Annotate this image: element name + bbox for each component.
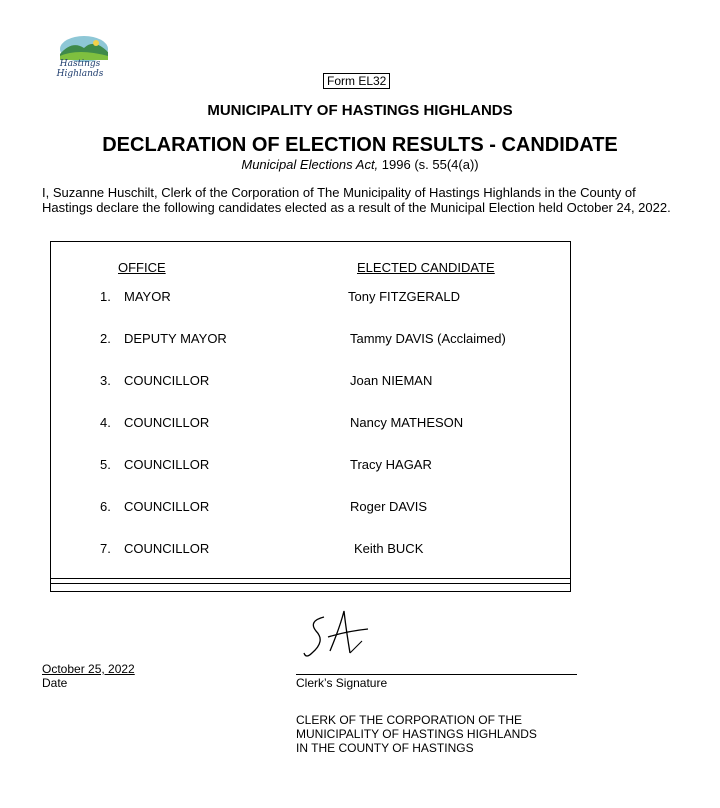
declaration-paragraph: I, Suzanne Huschilt, Clerk of the Corporation of The Municipality of Hastings Highlands in the County of Hastings declare the following candidates elected as a result of the Municipal Election held October 24, 2022.	[42, 185, 671, 215]
form-label: Form EL32	[323, 73, 390, 89]
handwritten-signature-icon	[300, 607, 380, 663]
office-column-header: OFFICE	[118, 260, 166, 275]
clerk-title-line: CLERK OF THE CORPORATION OF THE	[296, 713, 523, 727]
table-divider	[51, 583, 570, 584]
row-candidate: Keith BUCK	[354, 541, 424, 556]
row-office: COUNCILLOR	[124, 499, 210, 514]
act-reference	[0, 157, 720, 172]
row-number: 6.	[100, 499, 111, 514]
row-number: 5.	[100, 457, 111, 472]
row-office: COUNCILLOR	[124, 373, 210, 388]
date-label: Date	[42, 676, 68, 690]
row-office: COUNCILLOR	[124, 415, 210, 430]
date-value: October 25, 2022	[42, 662, 135, 676]
act-section: 1996 (s. 55(4(a))	[378, 157, 479, 172]
signature-label: Clerk’s Signature	[296, 676, 388, 690]
document-title: DECLARATION OF ELECTION RESULTS - CANDIDATE	[102, 134, 618, 156]
row-number: 3.	[100, 373, 111, 388]
table-divider	[51, 578, 570, 579]
signature-line	[296, 674, 577, 675]
municipality-heading: MUNICIPALITY OF HASTINGS HIGHLANDS	[207, 102, 513, 119]
row-candidate: Roger DAVIS	[350, 499, 428, 514]
clerk-title-line: MUNICIPALITY OF HASTINGS HIGHLANDS	[296, 727, 537, 741]
row-candidate: Tammy DAVIS (Acclaimed)	[350, 331, 506, 346]
row-number: 1.	[100, 289, 111, 304]
row-office: COUNCILLOR	[124, 541, 210, 556]
row-candidate: Tracy HAGAR	[350, 457, 432, 472]
act-name: Municipal Elections Act,	[241, 157, 379, 172]
row-number: 4.	[100, 415, 111, 430]
row-candidate: Joan NIEMAN	[350, 373, 433, 388]
row-office: COUNCILLOR	[124, 457, 210, 472]
clerk-title-block	[296, 713, 537, 755]
logo-text: Hastings Highlands	[56, 59, 104, 79]
row-number: 7.	[100, 541, 111, 556]
row-number: 2.	[100, 331, 111, 346]
row-candidate: Nancy MATHESON	[350, 415, 464, 430]
clerk-title-line: IN THE COUNTY OF HASTINGS	[296, 741, 474, 755]
candidate-column-header: ELECTED CANDIDATE	[357, 260, 495, 275]
row-candidate: Tony FITZGERALD	[348, 289, 460, 304]
row-office: DEPUTY MAYOR	[124, 331, 227, 346]
row-office: MAYOR	[124, 289, 171, 304]
results-table	[50, 241, 571, 592]
